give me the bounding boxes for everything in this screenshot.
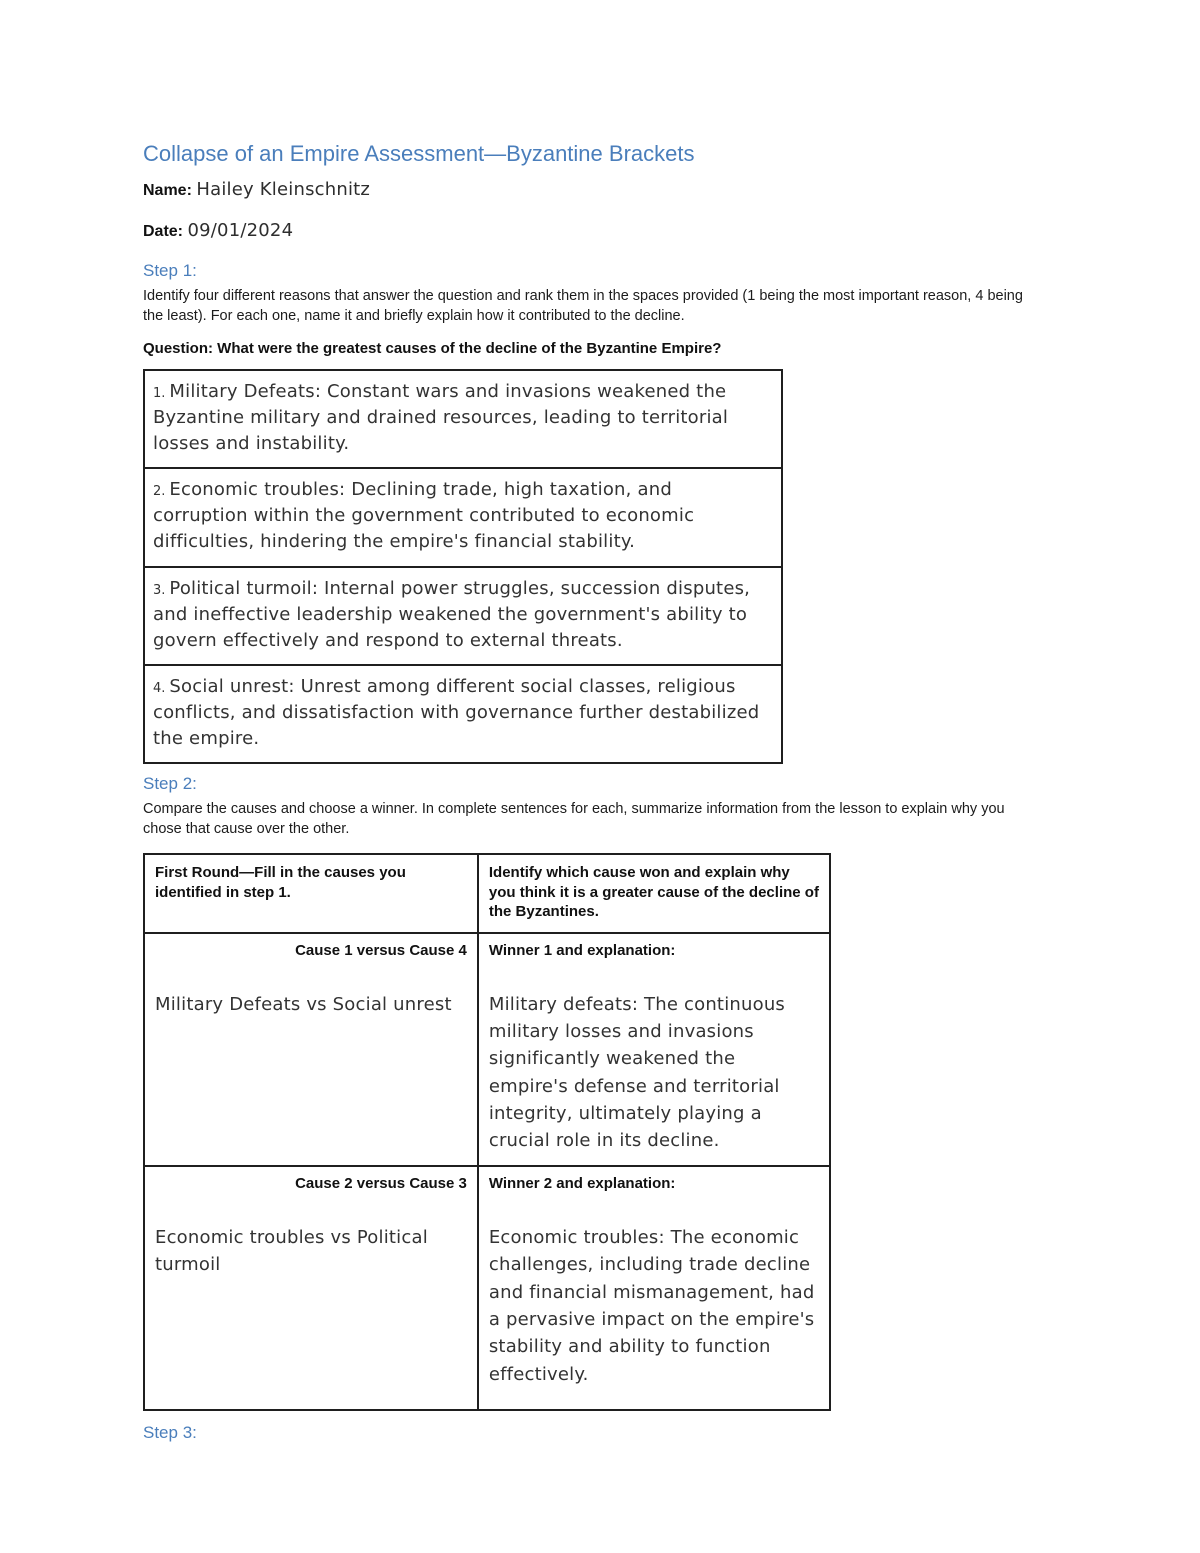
winner-explanation-1: Military defeats: The continuous military losses and invasions significantly weakened the empire's defense and territorial integrity, ultimately playing a crucial role in its decline. <box>488 993 786 1152</box>
matchup-cell-2[interactable] <box>144 1166 478 1410</box>
answer-number: 4. <box>153 680 166 696</box>
winner-cell-2-inner <box>489 1175 819 1399</box>
answer-text: Economic troubles: Declining trade, high taxation, and corruption within the government contributed to economic difficulties, hindering the empire's financial stability. <box>153 479 695 553</box>
matchup-text-1: Military Defeats vs Social unrest <box>155 993 452 1015</box>
step1-answers-table <box>143 369 783 764</box>
winner-cell-1-inner <box>489 942 819 1155</box>
matchup-cell-1[interactable] <box>144 933 478 1166</box>
step1-instructions: Identify four different reasons that answer the question and rank them in the spaces provided (1 being the most important reason, 4 being the least). For each one, name it and briefly explain how it contributed to the decline. <box>143 288 1023 324</box>
matchup-text-2: Economic troubles vs Political turmoil <box>155 1226 428 1275</box>
versus-label-1: Cause 1 versus Cause 4 <box>295 941 467 959</box>
answer-number: 2. <box>153 484 166 500</box>
step2-bracket-table <box>143 853 831 1411</box>
date-value: 09/01/2024 <box>187 220 294 241</box>
date-label: Date: <box>143 223 184 240</box>
table-row <box>144 370 782 468</box>
winner-label-1: Winner 1 and explanation: <box>488 941 676 959</box>
table-row <box>144 665 782 763</box>
page-title: Collapse of an Empire Assessment—Byzantine Brackets <box>143 141 695 166</box>
winner-explanation-2: Economic troubles: The economic challenges, including trade decline and financial mismanagement, had a pervasive impact on the empire's stability and ability to function effectively. <box>488 1226 815 1385</box>
bracket-header-right-text: Identify which cause won and explain why you think it is a greater cause of the decline of the Byzantines. <box>488 864 819 921</box>
winner-cell-1[interactable] <box>478 933 830 1166</box>
table-row <box>144 933 830 1166</box>
versus-label-2: Cause 2 versus Cause 3 <box>295 1174 467 1192</box>
answer-number: 1. <box>153 386 166 401</box>
step1-question: Question: What were the greatest causes of the decline of the Byzantine Empire? <box>143 340 722 357</box>
winner-label-2: Winner 2 and explanation: <box>488 1174 676 1192</box>
answer-text: Political turmoil: Internal power struggles, succession disputes, and ineffective leadership weakened the government's ability to govern effectively and respond to external threats. <box>153 577 751 651</box>
answer-text: Social unrest: Unrest among different social classes, religious conflicts, and dissatisfaction with governance further destabilized the empire. <box>153 675 760 750</box>
answer-text: Military Defeats: Constant wars and invasions weakened the Byzantine military and drained resources, leading to territorial losses and instability. <box>153 381 729 455</box>
step2-instructions: Compare the causes and choose a winner. In complete sentences for each, summarize information from the lesson to explain why you chose that cause over the other. <box>143 801 1005 838</box>
bracket-header-left <box>144 854 478 933</box>
name-value: Hailey Kleinschnitz <box>196 179 371 200</box>
step1-heading: Step 1: <box>143 261 197 280</box>
date-line <box>143 220 1060 241</box>
name-line <box>143 179 1060 200</box>
table-header-row <box>144 854 830 933</box>
name-label: Name: <box>143 182 192 199</box>
step2-heading: Step 2: <box>143 774 197 794</box>
winner-cell-2[interactable] <box>478 1166 830 1410</box>
answer-cell-1[interactable] <box>144 370 782 468</box>
bracket-header-right <box>478 854 830 933</box>
answer-cell-3[interactable] <box>144 567 782 665</box>
matchup-cell-1-inner <box>155 942 467 1154</box>
answer-cell-4[interactable] <box>144 665 782 763</box>
table-row <box>144 567 782 665</box>
matchup-cell-2-inner <box>155 1175 467 1399</box>
table-row <box>144 1166 830 1410</box>
bracket-header-left-text: First Round—Fill in the causes you identified in step 1. <box>155 864 406 901</box>
table-row <box>144 468 782 566</box>
step3-heading: Step 3: <box>143 1422 197 1442</box>
answer-cell-2[interactable] <box>144 468 782 566</box>
answer-number: 3. <box>153 582 166 598</box>
